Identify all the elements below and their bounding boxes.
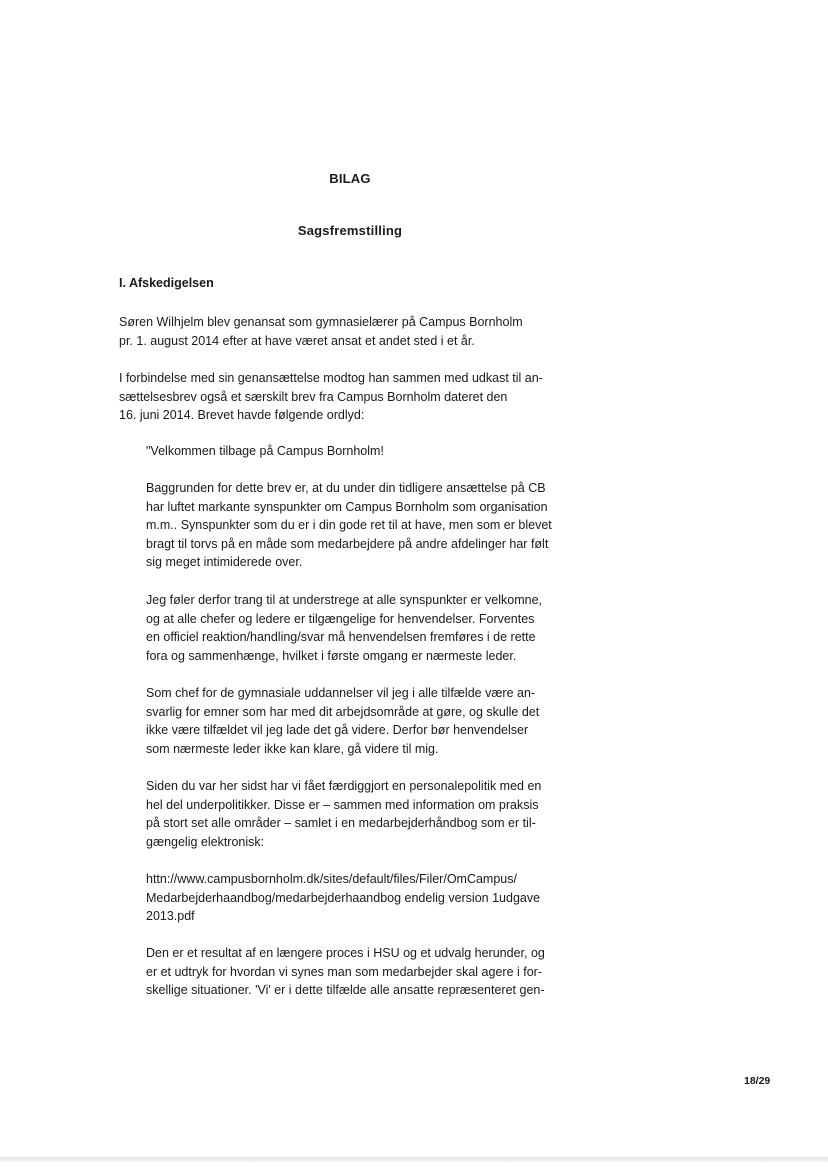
quoted-letter-paragraph: Jeg føler derfor trang til at understrege at alle synspunkter er velkomne, og at alle chefer og ledere er tilgængelige for henvendelser. Forventes en officiel reaktion/handling/svar må henvendelsen fremføres i de rette fora og sammenhænge, hvilket i første omgang er nærmeste leder. [146, 593, 543, 663]
quoted-letter-paragraph: "Velkommen tilbage på Campus Bornholm! [146, 444, 384, 458]
body-paragraph: I forbindelse med sin genansættelse modtog han sammen med udkast til an- sættelsesbrev også et særskilt brev fra Campus Bornholm dateret den 16. juni 2014. Brevet havde følgende ordlyd: [119, 371, 543, 422]
document-subtitle: Sagsfremstilling [297, 223, 403, 238]
scan-edge-divider [0, 1157, 828, 1162]
document-title: BILAG [329, 171, 371, 186]
section-heading: I. Afskedigelsen [119, 276, 214, 290]
quoted-letter-paragraph: Baggrunden for dette brev er, at du under din tidligere ansættelse på CB har luftet markante synspunkter om Campus Bornholm som organisation m.m.. Synspunkter som du er i din gode ret til at have, men som er blevet bragt til torvs på en måde som medarbejdere på andre afdelinger har følt sig meget intimiderede over. [146, 481, 552, 569]
quoted-letter-paragraph: Den er et resultat af en længere proces i HSU og et udvalg herunder, og er et udtryk for hvordan vi synes man som medarbejder skal agere i for- skellige situationer. 'Vi' er i dette tilfælde alle ansatte repræsenteret gen- [146, 946, 545, 997]
page-number: 18/29 [744, 1075, 771, 1087]
quoted-url-paragraph: httn://www.campusbornholm.dk/sites/default/files/Filer/OmCampus/ Medarbejderhaandbog/medarbejderhaandbog endelig version 1udgave 2013.pdf [146, 872, 541, 923]
quoted-letter-paragraph: Siden du var her sidst har vi fået færdiggjort en personalepolitik med en hel del underpolitikker. Disse er – sammen med information om praksis på stort set alle områder – samlet i en medarbejderhåndbog som er til- gængelig elektronisk: [146, 779, 542, 849]
quoted-letter-paragraph: Som chef for de gymnasiale uddannelser vil jeg i alle tilfælde være an- svarlig for emner som har med dit arbejdsområde at gøre, og skulle det ikke være tilfældet vil jeg lade det gå videre. Derfor bør henvendelser som nærmeste leder ikke kan klare, gå videre til mig. [146, 686, 540, 756]
body-paragraph: Søren Wilhjelm blev genansat som gymnasielærer på Campus Bornholm pr. 1. august 2014 efter at have været ansat et andet sted i et år. [119, 315, 523, 348]
